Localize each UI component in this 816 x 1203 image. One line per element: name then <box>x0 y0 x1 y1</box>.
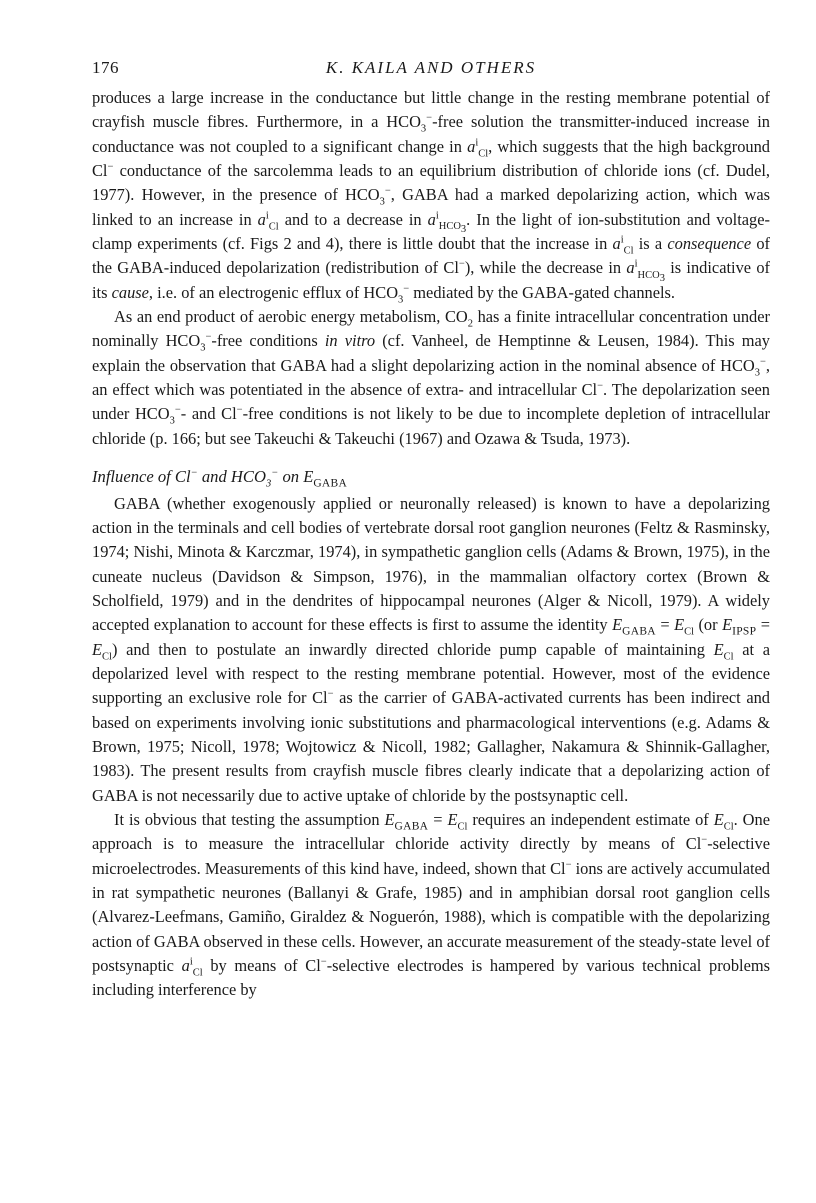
paragraph: It is obvious that testing the assumption $E_{GABA} = E_{Cl}$ requires an independent estimate of $E_{Cl}$. One approach is to measure the intracellular chloride activity directly by means of Cl−-selective microelectrodes. Measurements of this kind have, indeed, shown that Cl− ions are actively accumulated in rat sympathetic neurones (Ballanyi & Grafe, 1985) and in amphibian dorsal root ganglion cells (Alvarez-Leefmans, Gamiño, Giraldez & Noguerón, 1988), which is compatible with the depolarizing action of GABA observed in these cells. However, an accurate measurement of the steady-state level of postsynaptic $a^i_{Cl}$ by means of Cl−-selective electrodes is hampered by various technical problems including interference by <box>92 809 770 1000</box>
running-head: K. KAILA AND OTHERS <box>325 58 537 77</box>
section-heading: Influence of Cl− and $HCO_3^-$ on $E_{GABA}$ <box>92 467 348 490</box>
page-header <box>92 56 770 86</box>
paragraph: GABA (whether exogenously applied or neuronally released) is known to have a depolarizing action in the terminals and cell bodies of vertebrate dorsal root ganglion neurones (Feltz & Rasminsky, 1974; Nishi, Minota & Karczmar, 1974), in sympathetic ganglion cells (Adams & Brown, 1975), in the cuneate nucleus (Davidson & Simpson, 1976), in the mammalian olfactory cortex (Brown & Scholfield, 1979) and in the dendrites of hippocampal neurones (Alger & Nicoll, 1979). A widely accepted explanation to account for these effects is first to assume the identity $E_{GABA} = E_{Cl}$ (or $E_{IPSP} = E_{Cl}$) and then to postulate an inwardly directed chloride pump capable of maintaining $E_{Cl}$ at a depolarized level with respect to the resting membrane potential. However, most of the evidence supporting an exclusive role for Cl− as the carrier of GABA-activated currents has been indirect and based on experiments involving ionic substitutions and pharmacological interventions (e.g. Adams & Brown, 1975; Nicoll, 1978; Wojtowicz & Nicoll, 1982; Gallagher, Nakamura & Shinnik-Gallagher, 1983). The present results from crayfish muscle fibres clearly indicate that a depolarizing action of GABA is not necessarily due to active uptake of chloride by the postsynaptic cell. <box>92 493 771 805</box>
paragraph: produces a large increase in the conductance but little change in the resting membrane potential of crayfish muscle fibres. Furthermore, in a $HCO_3^-$-free solution the transmitter-induced increase in conductance was not coupled to a significant change in $a^i_{Cl}$, which suggests that the high background Cl− conductance of the sarcolemma leads to an equilibrium distribution of chloride ions (cf. Dudel, 1977). However, in the presence of $HCO_3^-$, GABA had a marked depolarizing action, which was linked to an increase in $a^i_{Cl}$ and to a decrease in $a^i_{HCO_3}$. In the light of ion-substitution and voltage-clamp experiments (cf. Figs 2 and 4), there is little doubt that the increase in $a^i_{Cl}$ is a consequence of the GABA-induced depolarization (redistribution of Cl−), while the decrease in $a^i_{HCO_3}$ is indicative of its cause, i.e. of an electrogenic efflux of $HCO_3^-$ mediated by the GABA-gated channels. <box>92 88 771 306</box>
page-number: 176 <box>92 58 119 77</box>
paragraph: As an end product of aerobic energy metabolism, $CO_2$ has a finite intracellular concentration under nominally $HCO_3^-$-free conditions in vitro (cf. Vanheel, de Hemptinne & Leusen, 1984). This may explain the observation that GABA had a slight depolarizing action in the nominal absence of $HCO_3^-$, an effect which was potentiated in the absence of extra- and intracellular Cl−. The depolarization seen under $HCO_3^--$ and Cl−-free conditions is not likely to be due to incomplete depletion of intracellular chloride (p. 166; but see Takeuchi & Takeuchi (1967) and Ozawa & Tsuda, 1973). <box>92 307 770 448</box>
page <box>92 56 770 1003</box>
